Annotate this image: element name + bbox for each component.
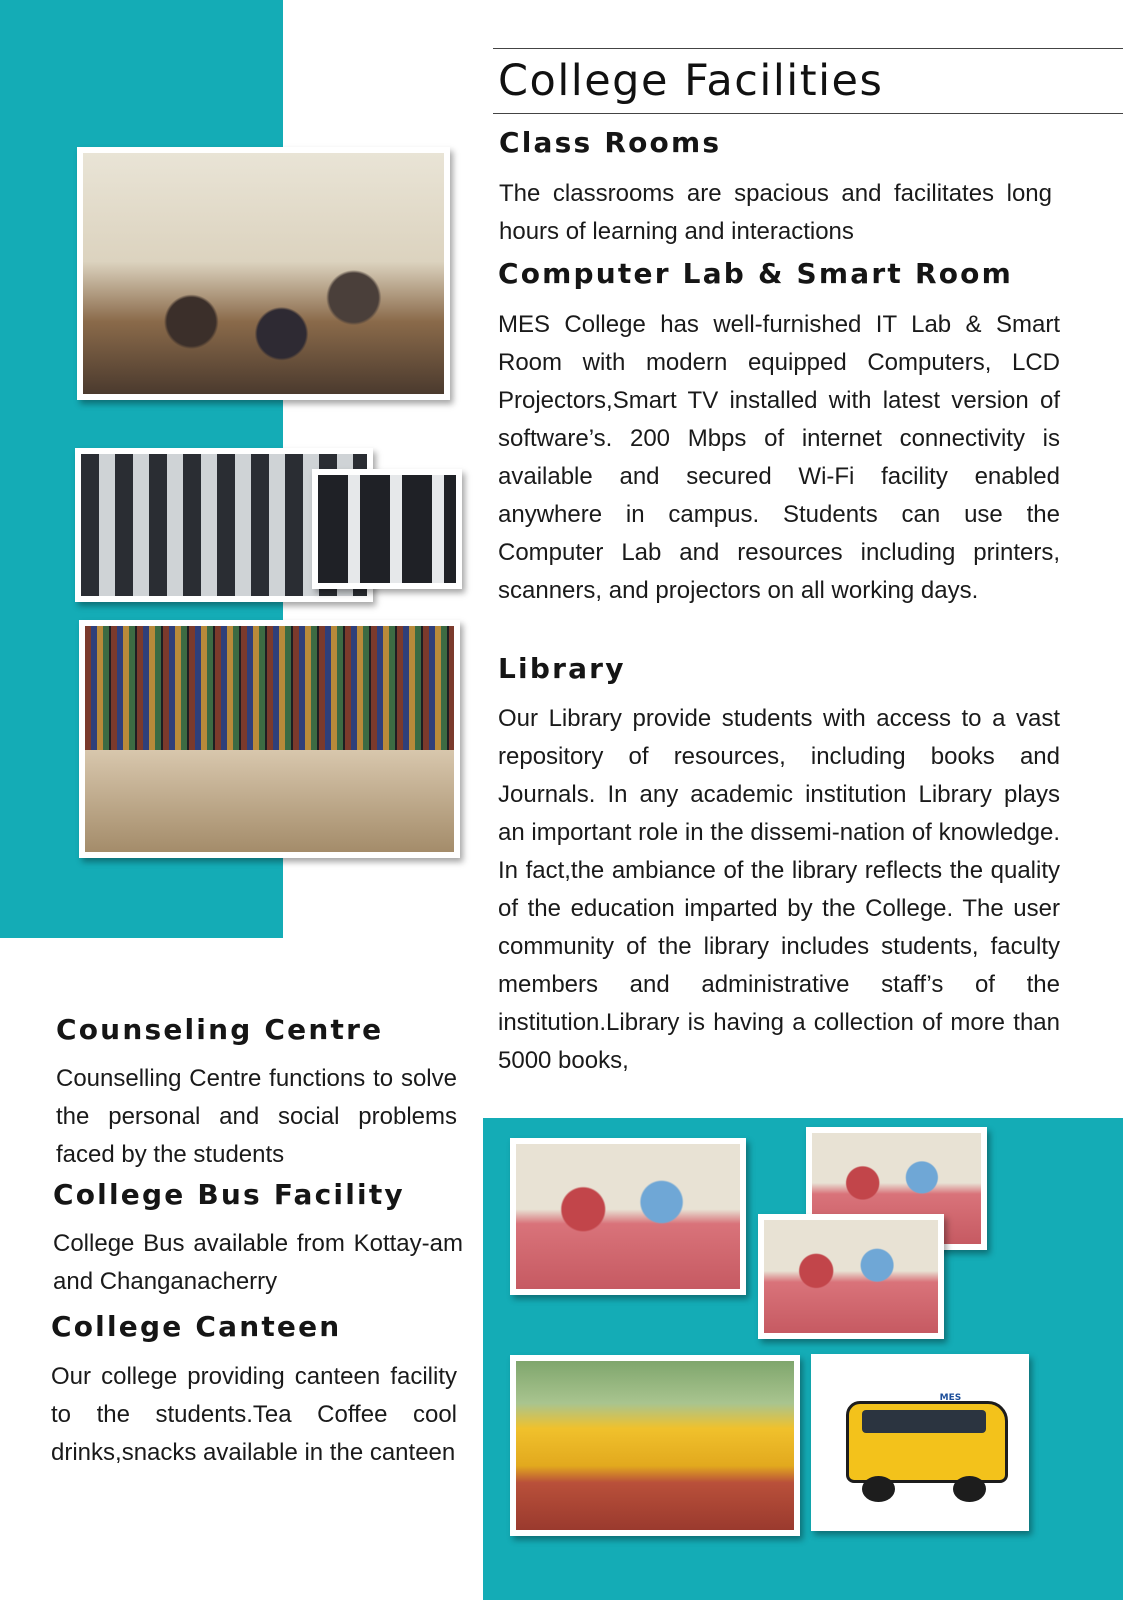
library-heading: Library: [498, 652, 626, 685]
computer-lab-heading: Computer Lab & Smart Room: [498, 257, 1013, 290]
college-bus-campus-photo: [510, 1355, 800, 1536]
computer-lab-inset-image: [318, 475, 456, 583]
title-rule-top: [493, 48, 1123, 49]
class-rooms-text: The classrooms are spacious and facilitates long hours of learning and interactions: [499, 180, 1052, 245]
bus-text: College Bus available from Kottay-am and Changanacherry: [53, 1230, 463, 1295]
classroom-image: [83, 153, 444, 394]
counseling-image-1: [516, 1144, 740, 1289]
counseling-heading: Counseling Centre: [56, 1013, 384, 1046]
library-text: Our Library provide students with access to a vast repository of resources, including books and Journals. In any academic institution Library plays an important role in the dissemi-nation of knowledge. In fact,the ambiance of the library reflects the quality of the education imparted by the College. The user community of the library includes students, faculty members and administrative staff’s of the institution.Library is having a collection of more than 5000 books,: [498, 705, 1060, 1074]
computer-lab-text: MES College has well-furnished IT Lab & Smart Room with modern equipped Computers, LCD Projectors,Smart TV installed with latest version of software’s. 200 Mbps of internet connectivity is available and secured Wi-Fi facility enabled anywhere in campus. Students can use the Computer Lab and resources including printers, scanners, and projectors on all working days.: [498, 311, 1060, 604]
counseling-text: Counselling Centre functions to solve the personal and social problems faced by the students: [56, 1065, 457, 1168]
bus-logo-text: MES: [939, 1393, 962, 1403]
college-bus-studio-image: [817, 1360, 1023, 1525]
bus-window-shape: [862, 1410, 986, 1433]
bus-wheel-icon: [862, 1476, 895, 1502]
computer-lab-inset-photo: [312, 469, 462, 589]
canteen-text: Our college providing canteen facility to the students.Tea Coffee cool drinks,snacks available in the canteen: [51, 1363, 457, 1466]
canteen-heading: College Canteen: [51, 1310, 342, 1343]
page-title: College Facilities: [498, 56, 884, 106]
library-photo: [79, 620, 460, 858]
bus-wheel-icon: [953, 1476, 986, 1502]
counseling-photo-3: [758, 1214, 944, 1339]
classroom-photo: [77, 147, 450, 400]
class-rooms-heading: Class Rooms: [499, 126, 722, 159]
bus-heading: College Bus Facility: [53, 1178, 405, 1211]
counseling-photo-1: [510, 1138, 746, 1295]
college-bus-campus-image: [516, 1361, 794, 1530]
title-rule-bottom: [493, 113, 1123, 114]
library-image: [85, 626, 454, 852]
library-reading-tables: [85, 750, 454, 852]
counseling-image-3: [764, 1220, 938, 1333]
college-bus-studio-photo: [811, 1354, 1029, 1531]
